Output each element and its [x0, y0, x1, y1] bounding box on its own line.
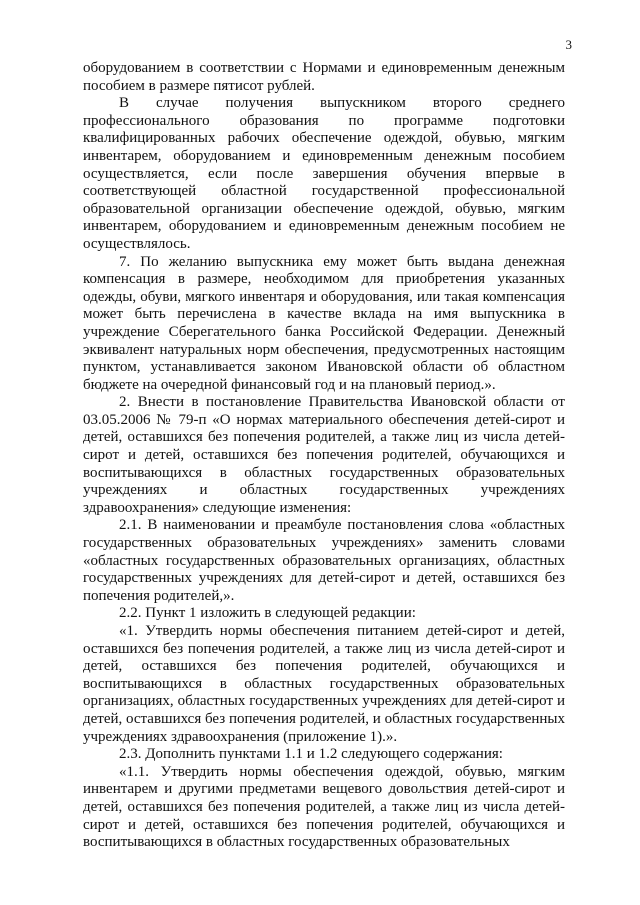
paragraph-second-education: В случае получения выпускником второго среднего профессионального образования по программе подготовки квалифицированных рабочих обеспечение одеждой, обувью, мягким инвентарем, оборудованием и единовременным денежным пособием осуществляется, если после завершения обучения впервые в соответствующей областной государственной профессиональной образовательной организации обеспечение одеждой, обувью, мягким инвентарем, оборудованием и единовременным денежным пособием не осуществлялось. [83, 95, 565, 252]
paragraph-item-2-1: 2.1. В наименовании и преамбуле постановления слова «областных государственных образовательных учреждениях» заменить словами «областных государственных образовательных организациях, областных государственных учреждениях для детей-сирот и детей, оставшихся без попечения родителей,». [83, 517, 565, 604]
document-body [83, 60, 565, 852]
paragraph-item-2-2: 2.2. Пункт 1 изложить в следующей редакции: [119, 605, 416, 622]
paragraph-quoted-item-1: «1. Утвердить нормы обеспечения питанием детей-сирот и детей, оставшихся без попечения родителей, а также лиц из числа детей-сирот и детей, оставшихся без попечения родителей, обучающихся и воспитывающихся в областных государственных образовательных организациях, областных государственных учреждениях для детей-сирот и детей, оставшихся без попечения родителей, и областных государственных учреждениях здравоохранения (приложение 1).». [83, 623, 565, 745]
paragraph-quoted-item-1-1: «1.1. Утвердить нормы обеспечения одеждой, обувью, мягким инвентарем и другими предметами вещевого довольствия детей-сирот и детей, оставшихся без попечения родителей, а также лиц из числа детей-сирот и детей, оставшихся без попечения родителей, обучающихся и воспитывающихся в областных государственных образовательных [83, 763, 565, 851]
page-number: 3 [565, 37, 572, 52]
paragraph-item-7: 7. По желанию выпускника ему может быть выдана денежная компенсация в размере, необходимом для приобретения указанных одежды, обуви, мягкого инвентаря и оборудования, или такая компенсация может быть перечислена в качестве вклада на имя выпускника в учреждение Сберегательного банка Российской Федерации. Денежный эквивалент натуральных норм обеспечения, предусмотренных настоящим пунктом, устанавливается законом Ивановской области об областном бюджете на очередной финансовый год и на плановый период.». [83, 253, 565, 393]
paragraph-continuation: оборудованием в соответствии с Нормами и единовременным денежным пособием в размере пятисот рублей. [83, 60, 565, 94]
paragraph-item-2-3: 2.3. Дополнить пунктами 1.1 и 1.2 следующего содержания: [119, 746, 503, 763]
paragraph-item-2: 2. Внести в постановление Правительства Ивановской области от 03.05.2006 № 79-п «О нормах материального обеспечения детей-сирот и детей, оставшихся без попечения родителей, а также лиц из числа детей-сирот и детей, оставшихся без попечения родителей, обучающихся и воспитывающихся в областных государственных образовательных учреждениях и областных государственных учреждениях здравоохранения» следующие изменения: [83, 394, 565, 516]
